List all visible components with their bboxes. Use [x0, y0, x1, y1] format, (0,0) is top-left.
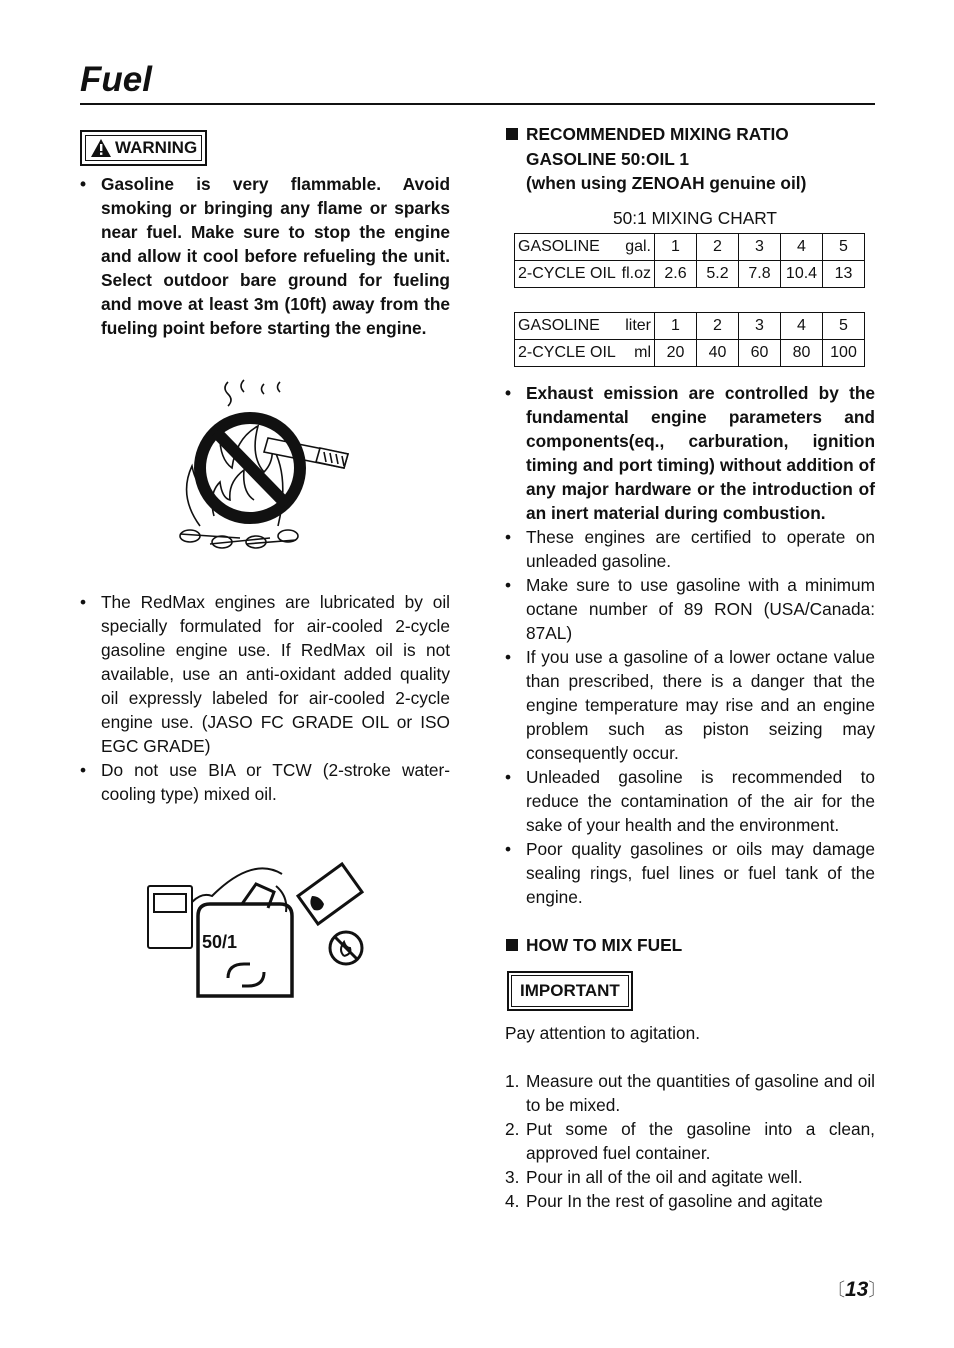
warning-triangle-icon [90, 138, 112, 158]
page-number: 〔13〕 [827, 1278, 887, 1301]
important-label: IMPORTANT [511, 975, 629, 1007]
warning-badge [80, 130, 207, 166]
square-bullet-icon [506, 128, 518, 140]
list-item: • Exhaust emission are controlled by the fundamental engine parameters and components(eq., carburation, ignition timing and port timing) without addition of any major hardware or the introduction of an inert material during combustion. [505, 381, 875, 525]
list-item: • If you use a gasoline of a lower octane value than prescribed, there is a danger that the engine temperature may rise and an engine problem such as piston seizing may consequently occur. [505, 645, 875, 765]
list-item: • Make sure to use gasoline with a minimum octane number of 89 RON (USA/Canada: 87AL) [505, 573, 875, 645]
emission-notes-list [505, 381, 875, 909]
table-row: GASOLINE liter 1 2 3 4 5 [515, 312, 865, 339]
list-item: • The RedMax engines are lubricated by oil specially formulated for air-cooled 2-cycle gasoline engine use. If RedMax oil is not available, use an anti-oxidant added quality oil expressly labeled for air-cooled 2-cycle engine use. (JASO FC GRADE OIL or ISO EGC GRADE) [80, 590, 450, 758]
title-rule [80, 103, 875, 105]
left-column [80, 130, 450, 1006]
list-item: • Poor quality gasolines or oils may damage sealing rings, fuel lines or fuel tank of the engine. [505, 837, 875, 909]
warning-text: • Gasoline is very flammable. Avoid smoking or bringing any flame or sparks near fuel. Make sure to stop the engine and allow it cool before refueling the unit. Select outdoor bare ground for fueling and move at least 3m (10ft) away from the fueling point before starting the engine. [80, 172, 450, 340]
mixing-chart-title: 50:1 MIXING CHART [613, 207, 777, 228]
list-item: • Unleaded gasoline is recommended to reduce the contamination of the air for the sake of your health and the environment. [505, 765, 875, 837]
can-label: 50/ [202, 932, 228, 952]
table-row: 2-CYCLE OIL ml 20 40 60 80 100 [515, 339, 865, 366]
page-title: Fuel [80, 60, 152, 99]
oil-notes-list [80, 590, 450, 806]
list-item: 4. Pour In the rest of gasoline and agitate [505, 1191, 823, 1211]
list-item: • These engines are certified to operate on unleaded gasoline. [505, 525, 875, 573]
fuel-can-illustration [146, 856, 376, 1006]
can-label-tail: 1 [227, 932, 238, 952]
list-item: 2. Put some of the gasoline into a clean, approved fuel container. [505, 1119, 875, 1163]
warning-list [80, 172, 450, 340]
list-item: 3. Pour in all of the oil and agitate well. [505, 1167, 803, 1187]
mixing-ratio-heading: RECOMMENDED MIXING RATIO GASOLINE 50:OIL 1 (when using ZENOAH genuine oil) [505, 122, 875, 196]
right-column [505, 122, 875, 1213]
table-row: 2-CYCLE OIL fl.oz 2.6 5.2 7.8 10.4 13 [515, 260, 865, 287]
important-text: Pay attention to agitation. [505, 1023, 701, 1043]
warning-label: WARNING [115, 138, 198, 157]
important-badge [507, 971, 633, 1011]
mixing-table-us [514, 233, 865, 288]
mixing-steps-list [505, 1069, 875, 1213]
no-smoking-flame-illustration [170, 376, 370, 556]
table-row: GASOLINE gal. 1 2 3 4 5 [515, 233, 865, 260]
mixing-table-metric [514, 312, 865, 367]
how-to-mix-heading: HOW TO MIX FUEL [505, 933, 875, 958]
list-item: 1. Measure out the quantities of gasoline and oil to be mixed. [505, 1071, 875, 1115]
list-item: • Do not use BIA or TCW (2-stroke water-cooling type) mixed oil. [80, 758, 450, 806]
square-bullet-icon [506, 939, 518, 951]
